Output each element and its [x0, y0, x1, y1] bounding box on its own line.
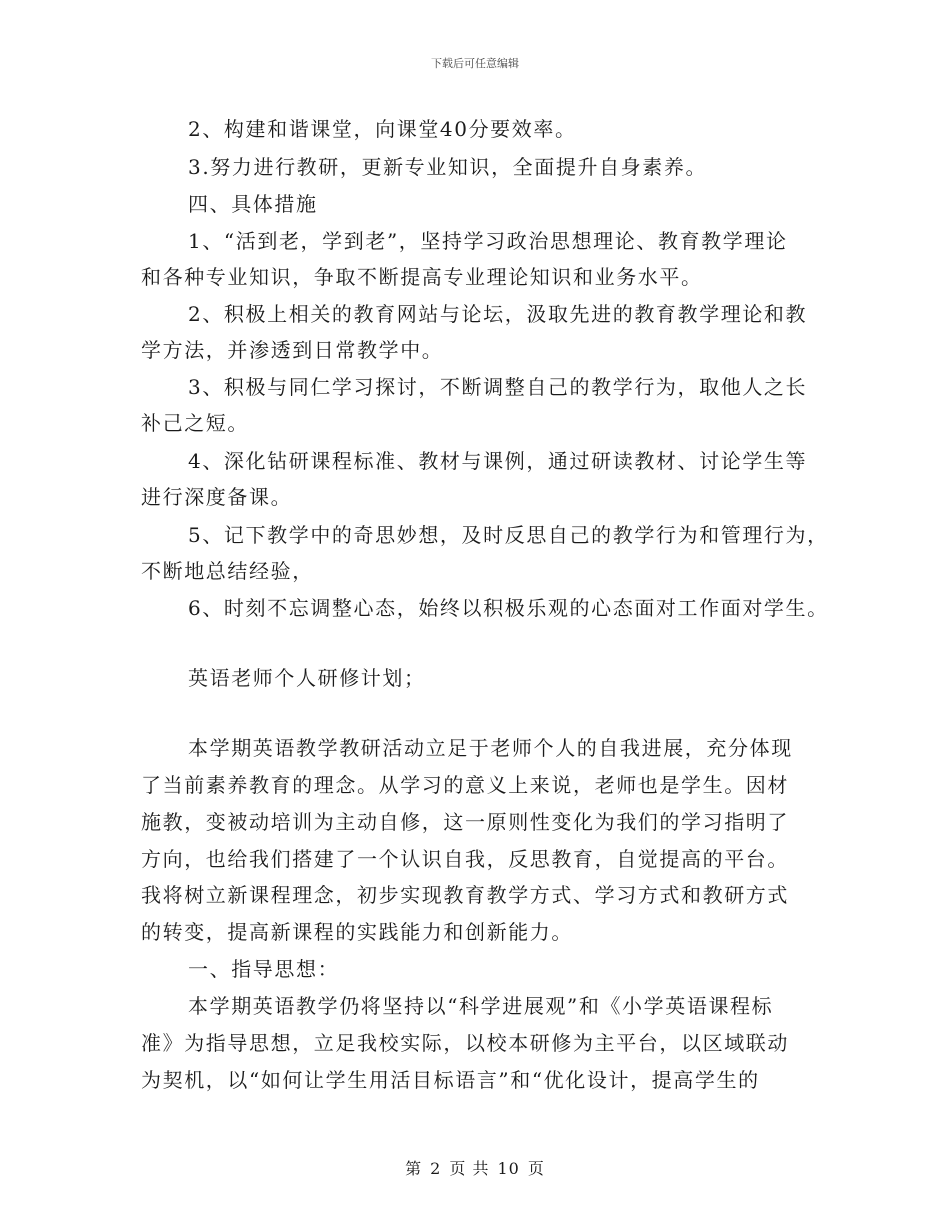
- body-line: 2、构建和谐课堂，向课堂40分要效率。: [188, 117, 577, 141]
- document-title: 英语老师个人研修计划；: [188, 666, 426, 690]
- section-heading: 四、具体措施: [188, 192, 318, 216]
- header-note: 下载后可任意编辑: [431, 57, 519, 70]
- body-line: 的转变，提高新课程的实践能力和创新能力。: [141, 920, 573, 944]
- body-line: 和各种专业知识，争取不断提高专业理论知识和业务水平。: [141, 265, 703, 289]
- section-heading: 一、指导思想：: [188, 957, 340, 981]
- body-line: 方向，也给我们搭建了一个认识自我，反思教育，自觉提高的平台。: [141, 847, 789, 871]
- footer-middle: 页 共: [449, 1159, 490, 1178]
- body-line: 1、“活到老，学到老”，坚持学习政治思想理论、教育教学理论: [188, 229, 788, 253]
- body-line: 不断地总结经验，: [141, 559, 314, 583]
- body-line: 3.努力进行教研，更新专业知识，全面提升自身素养。: [188, 155, 708, 179]
- body-line: 补己之短。: [141, 411, 249, 435]
- footer-total-pages: 10: [497, 1159, 520, 1178]
- body-line: 本学期英语教学仍将坚持以“科学进展观”和《小学英语课程标: [188, 994, 774, 1018]
- footer-page-number: 2: [430, 1159, 442, 1178]
- body-line: 4、深化钻研课程标准、教材与课例，通过研读教材、讨论学生等: [188, 449, 808, 473]
- body-line: 5、记下教学中的奇思妙想，及时反思自己的教学行为和管理行为，: [188, 523, 829, 547]
- body-line: 了当前素养教育的理念。从学习的意义上来说，老师也是学生。因材: [141, 773, 789, 797]
- body-line: 我将树立新课程理念，初步实现教育教学方式、学习方式和教研方式: [141, 883, 789, 907]
- body-line: 准》为指导思想，立足我校实际，以校本研修为主平台，以区域联动: [141, 1031, 789, 1055]
- body-line: 本学期英语教学教研活动立足于老师个人的自我进展，充分体现: [188, 736, 793, 760]
- body-line: 6、时刻不忘调整心态，始终以积极乐观的心态面对工作面对学生。: [188, 596, 829, 620]
- body-line: 2、积极上相关的教育网站与论坛，汲取先进的教育教学理论和教: [188, 302, 808, 326]
- body-line: 3、积极与同仁学习探讨，不断调整自己的教学行为，取他人之长: [188, 375, 808, 399]
- body-line: 学方法，并渗透到日常教学中。: [141, 338, 444, 362]
- page-footer: [0, 1156, 950, 1179]
- footer-prefix: 第: [405, 1159, 423, 1178]
- body-line: 进行深度备课。: [141, 485, 293, 509]
- body-line: 施教，变被动培训为主动自修，这一原则性变化为我们的学习指明了: [141, 810, 789, 834]
- body-line: 为契机，以“如何让学生用活目标语言”和“优化设计，提高学生的: [141, 1068, 760, 1092]
- footer-suffix: 页: [527, 1159, 545, 1178]
